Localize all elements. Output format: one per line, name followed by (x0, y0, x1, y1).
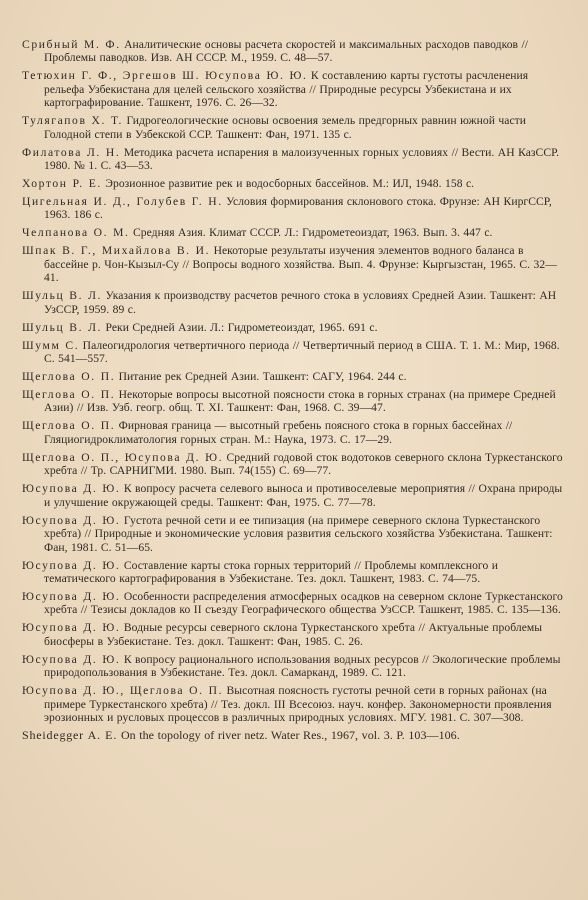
reference-text: Фирновая граница — высотный гребень поясного стока в горных бассейнах // Гляциогидроклиматология горных стран. М.: Наука, 1973. С. 17—29. (44, 419, 513, 446)
reference-text: Густота речной сети и ее типизация (на примере северного склона Туркестанского хребта) // Природные и экономические условия развития сельского хозяйства Узбекистана. Ташкент: Фан, 1981. С. 51—65. (44, 513, 553, 554)
reference-author: Шульц В. Л. (22, 289, 103, 303)
reference-entry (22, 590, 564, 617)
reference-entry (22, 684, 564, 724)
reference-author: Юсупова Д. Ю. (22, 589, 121, 603)
reference-list (22, 38, 564, 742)
reference-author: Шумм С. (22, 338, 80, 352)
reference-text: Аналитические основы расчета скоростей и максимальных расходов паводков // Проблемы паводков. Изв. АН СССР. М., 1959. С. 48—57. (44, 38, 529, 65)
reference-author: Челпанова О. М. (22, 226, 130, 240)
reference-author: Юсупова Д. Ю. (22, 558, 121, 572)
reference-text: Особенности распределения атмосферных осадков на северном склоне Туркестанского хребта // Тезисы докладов ко II съезду Географического общества УзССР. Ташкент, 1985. С. 135—136. (44, 589, 563, 617)
reference-author: Цигельная И. Д., Голубев Г. Н. (22, 195, 223, 209)
reference-author: Щеглова О. П. (22, 370, 116, 384)
reference-text: Гидрогеологические основы освоения земель предгорных равнин южной части Голодной степи в Узбекской ССР. Ташкент: Фан, 1971. 135 с. (44, 114, 527, 141)
reference-text: Палеогидрология четвертичного периода // Четвертичный период в США. Т. 1. М.: Мир, 1968. С. 541—557. (44, 338, 560, 366)
reference-text: Питание рек Средней Азии. Ташкент: САГУ, 1964. 244 с. (118, 370, 407, 384)
reference-author: Тетюхин Г. Ф., Эргешов Ш. Юсупова Ю. Ю. (22, 69, 308, 83)
reference-text: Методика расчета испарения в малоизученных горных условиях // Вести. АН КазССР. 1980. № 1. С. 43—53. (44, 145, 560, 173)
reference-author: Юсупова Д. Ю. (22, 482, 121, 496)
reference-author: Шпак В. Г., Михайлова В. И. (22, 244, 211, 258)
reference-entry (22, 321, 564, 334)
reference-entry (22, 451, 564, 478)
reference-entry (22, 370, 564, 383)
reference-text: Средний годовой сток водотоков северного склона Туркестанского хребта // Тр. САРНИГМИ. 1980. Вып. 74(155) С. 69—77. (44, 450, 563, 478)
reference-entry (22, 339, 564, 366)
reference-entry (22, 69, 564, 109)
reference-text: Эрозионное развитие рек и водосборных бассейнов. М.: ИЛ, 1948. 158 с. (105, 177, 475, 191)
reference-author: Юсупова Д. Ю. (22, 621, 121, 635)
reference-entry (22, 419, 564, 446)
reference-author: Юсупова Д. Ю. (22, 513, 121, 527)
reference-entry (22, 559, 564, 586)
reference-text: Составление карты стока горных территорий // Проблемы комплексного и тематического картографирования в Узбекистане. Тез. докл. Ташкент, 1983. С. 74—75. (44, 558, 498, 585)
reference-author: Срибный М. Ф. (22, 38, 121, 51)
reference-entry (22, 289, 564, 316)
reference-text: Средняя Азия. Климат СССР. Л.: Гидрометеоиздат, 1963. Вып. 3. 447 с. (132, 226, 493, 240)
reference-author: Филатова Л. Н. (22, 145, 121, 159)
reference-entry (22, 38, 564, 65)
reference-entry (22, 177, 564, 190)
reference-text: Высотная поясность густоты речной сети в горных районах (на примере Туркестанского хребта) // Тез. докл. III Всесоюз. науч. конфер. Закономерности проявления эрозионных и русловых процессов в различных природных условиях. МГУ. 1981. С. 307—308. (44, 684, 552, 724)
reference-text: Некоторые результаты изучения элементов водного баланса в бассейне р. Чон-Кызыл-Су // Вопросы водного хозяйства. Вып. 4. Фрунзе: Кыргызстан, 1965. С. 32—41. (44, 244, 557, 285)
reference-entry (22, 226, 564, 239)
reference-author: Sheidegger A. E. (22, 727, 118, 742)
reference-entry (22, 195, 564, 222)
reference-entry (22, 514, 564, 554)
reference-entry (22, 244, 564, 284)
reference-text: К вопросу расчета селевого выноса и противоселевые мероприятия // Охрана природы и улучшение окружающей среды. Ташкент: Фан, 1975. С. 77—78. (44, 482, 563, 509)
reference-author: Щеглова О. П., Юсупова Д. Ю. (22, 450, 224, 464)
reference-text: К составлению карты густоты расчленения рельефа Узбекистана для целей сельского хозяйства // Природные ресурсы Узбекистана и их картографирование. Ташкент, 1976. С. 26—32. (44, 69, 529, 110)
reference-text: Условия формирования склонового стока. Фрунзе: АН КиргССР, 1963. 186 с. (44, 195, 552, 222)
reference-text: On the topology of river netz. Water Res., 1967, vol. 3. P. 103—106. (120, 727, 460, 742)
reference-author: Щеглова О. П. (22, 419, 116, 433)
reference-author: Шульц В. Л. (22, 320, 103, 334)
reference-text: К вопросу рационального использования водных ресурсов // Экологические проблемы природопользования в Узбекистане. Тез. докл. Самарканд, 1989. С. 121. (44, 652, 561, 680)
reference-entry (22, 621, 564, 648)
reference-text: Указания к производству расчетов речного стока в условиях Средней Азии. Ташкент: АН УзССР, 1959. 89 с. (44, 289, 557, 316)
reference-entry (22, 146, 564, 173)
reference-entry (22, 388, 564, 415)
reference-author: Щеглова О. П. (22, 388, 116, 402)
reference-entry (22, 653, 564, 680)
reference-entry (22, 482, 564, 509)
reference-author: Юсупова Д. Ю. (22, 652, 121, 666)
reference-text: Реки Средней Азии. Л.: Гидрометеоиздат, 1965. 691 с. (105, 320, 378, 334)
reference-author: Тулягапов Х. Т. (22, 114, 124, 128)
reference-text: Некоторые вопросы высотной поясности стока в горных странах (на примере Средней Азии) // Изв. Узб. геогр. общ. Т. XI. Ташкент: Фан, 1968. С. 39—47. (44, 388, 556, 415)
reference-text: Водные ресурсы северного склона Туркестанского хребта // Актуальные проблемы биосферы в Узбекистане. Тез. докл. Ташкент: Фан, 1985. С. 26. (44, 621, 543, 648)
reference-author: Хортон Р. Е. (22, 177, 102, 191)
reference-entry (22, 114, 564, 141)
reference-author: Юсупова Д. Ю., Щеглова О. П. (22, 684, 224, 698)
reference-entry (22, 729, 564, 742)
